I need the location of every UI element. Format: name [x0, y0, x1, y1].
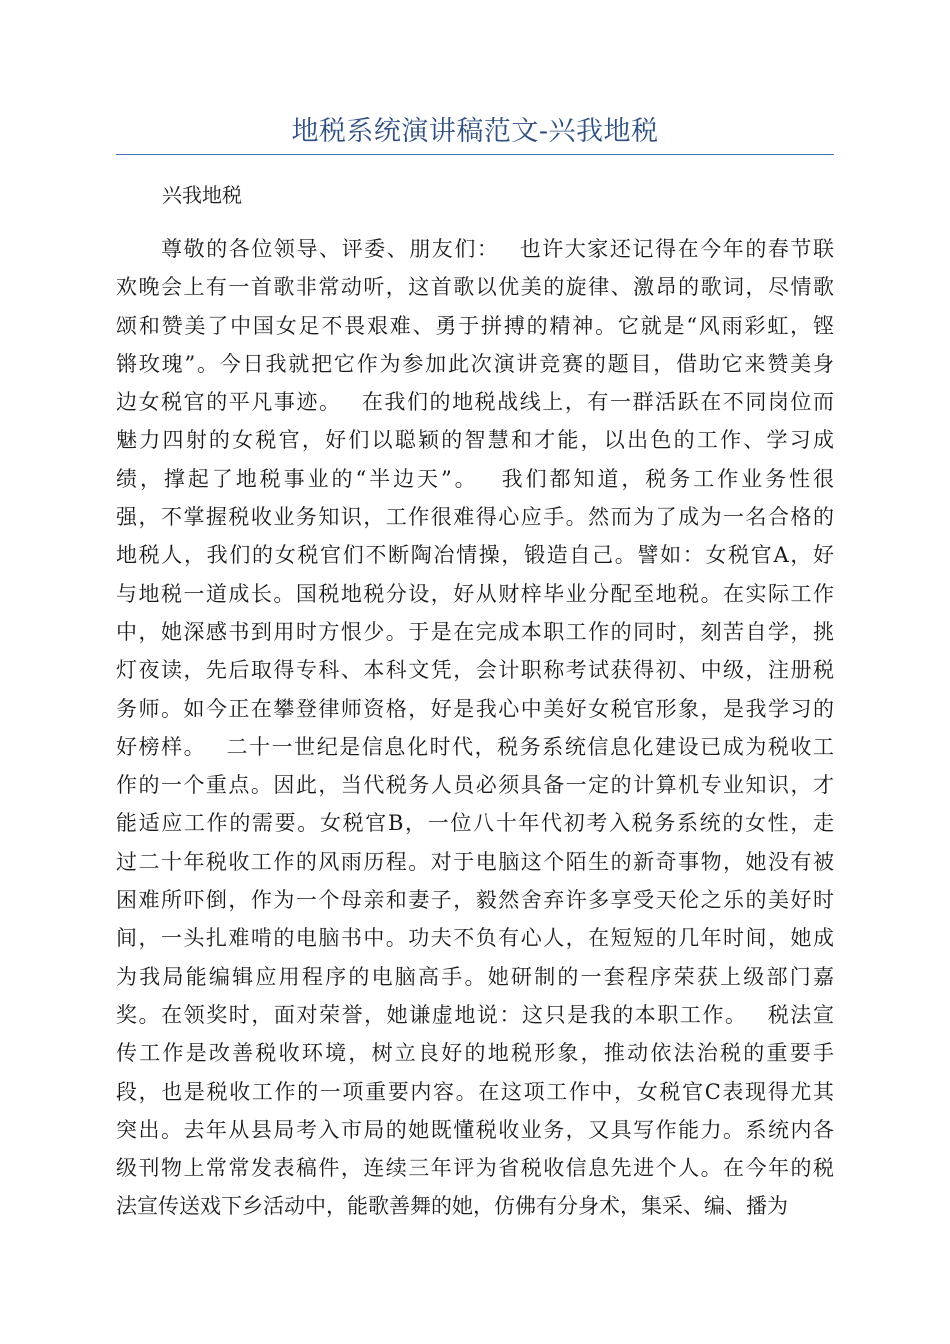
- body-line: 过二十年税收工作的风雨历程。对于电脑这个陌生的新奇事物，她没有被: [116, 849, 834, 874]
- body-line: 地税人，我们的女税官们不断陶冶情操，锻造自己。譬如：女税官A，好: [116, 543, 834, 568]
- body-line: 级刊物上常常发表稿件，连续三年评为省税收信息先进个人。在今年的税: [116, 1156, 834, 1181]
- body-line: 法宣传送戏下乡活动中，能歌善舞的她，仿佛有分身术，集采、编、播为: [116, 1194, 788, 1219]
- body-line: 锵玫瑰”。今日我就把它作为参加此次演讲竞赛的题目，借助它来赞美身: [116, 351, 834, 376]
- body-line: 困难所吓倒，作为一个母亲和妻子，毅然舍弃许多享受天伦之乐的美好时: [116, 888, 834, 913]
- document-subtitle: 兴我地税: [162, 183, 242, 207]
- body-line: 尊敬的各位领导、评委、朋友们： 也许大家还记得在今年的春节联: [116, 237, 834, 261]
- body-line: 颂和赞美了中国女足不畏艰难、勇于拼搏的精神。它就是“风雨彩虹，铿: [116, 313, 834, 338]
- body-line: 灯夜读，先后取得专科、本科文凭，会计职称考试获得初、中级，注册税: [116, 658, 834, 683]
- body-line: 强，不掌握税收业务知识，工作很难得心应手。然而为了成为一名合格的: [116, 505, 834, 530]
- body-line: 中，她深感书到用时方恨少。于是在完成本职工作的同时，刻苦自学，挑: [116, 619, 834, 644]
- document-title: 地税系统演讲稿范文-兴我地税: [291, 116, 659, 147]
- body-line: 传工作是改善税收环境，树立良好的地税形象，推动依法治税的重要手: [116, 1041, 834, 1066]
- body-line: 与地税一道成长。国税地税分设，好从财梓毕业分配至地税。在实际工作: [116, 581, 834, 606]
- body-line: 边女税官的平凡事迹。 在我们的地税战线上，有一群活跃在不同岗位而: [116, 390, 834, 415]
- body-line: 欢晚会上有一首歌非常动听，这首歌以优美的旋律、激昂的歌词，尽情歌: [116, 275, 834, 300]
- body-line: 能适应工作的需要。女税官B，一位八十年代初考入税务系统的女性，走: [116, 811, 834, 836]
- body-line: 好榜样。 二十一世纪是信息化时代，税务系统信息化建设已成为税收工: [116, 734, 834, 759]
- body-line: 作的一个重点。因此，当代税务人员必须具备一定的计算机专业知识，才: [116, 773, 834, 798]
- body-line: 间，一头扎难啃的电脑书中。功夫不负有心人，在短短的几年时间，她成: [116, 926, 834, 951]
- body-line: 突出。去年从县局考入市局的她既懂税收业务，又具写作能力。系统内各: [116, 1117, 834, 1142]
- body-line: 务师。如今正在攀登律师资格，好是我心中美好女税官形象，是我学习的: [116, 696, 834, 721]
- body-line: 魅力四射的女税官，好们以聪颖的智慧和才能，以出色的工作、学习成: [116, 428, 834, 453]
- title-underline: [116, 154, 834, 155]
- body-line: 奖。在领奖时，面对荣誉，她谦虚地说：这只是我的本职工作。 税法宣: [116, 1002, 834, 1027]
- body-line: 段，也是税收工作的一项重要内容。在这项工作中，女税官C表现得尤其: [116, 1079, 834, 1104]
- body-line: 绩，撑起了地税事业的“半边天”。 我们都知道，税务工作业务性很: [116, 466, 834, 491]
- document-body: [116, 230, 834, 1226]
- body-line: 为我局能编辑应用程序的电脑高手。她研制的一套程序荣获上级部门嘉: [116, 964, 834, 989]
